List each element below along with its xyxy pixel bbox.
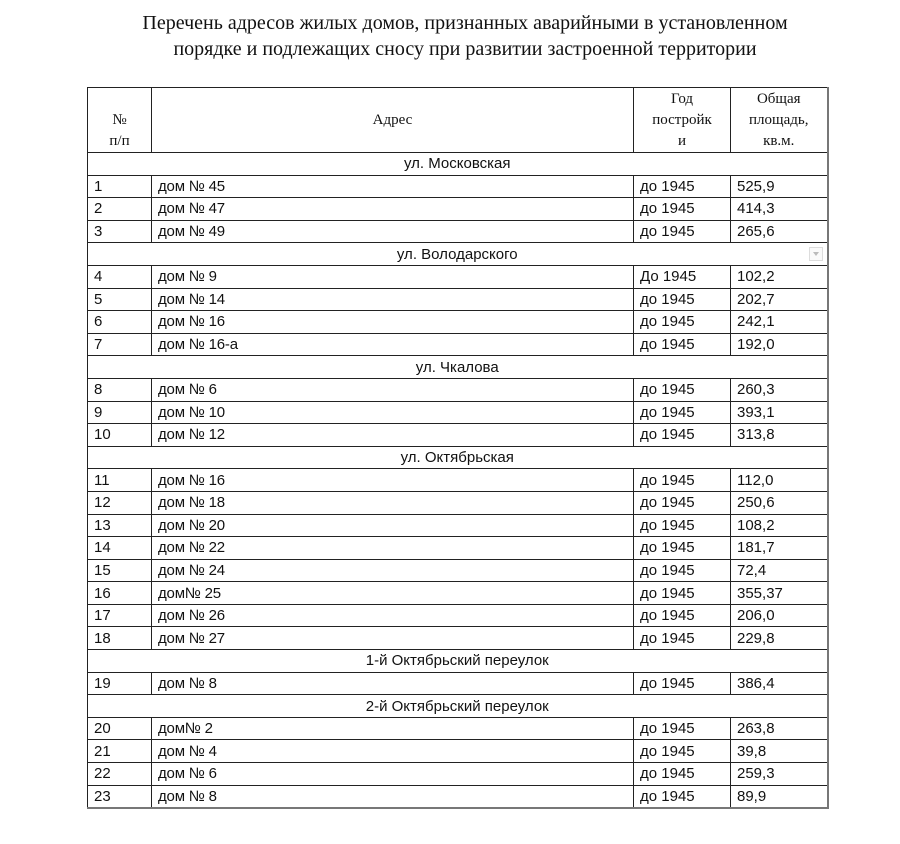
row-number: 10 — [88, 424, 152, 447]
row-address: дом № 12 — [152, 424, 634, 447]
row-area: 108,2 — [731, 514, 828, 537]
row-area: 263,8 — [731, 717, 828, 740]
row-number: 3 — [88, 220, 152, 243]
row-area: 102,2 — [731, 265, 828, 288]
row-area: 202,7 — [731, 288, 828, 311]
section-row — [88, 356, 828, 379]
row-address: дом № 6 — [152, 378, 634, 401]
row-address: дом № 49 — [152, 220, 634, 243]
row-year: до 1945 — [634, 378, 731, 401]
row-year: до 1945 — [634, 763, 731, 786]
row-area: 393,1 — [731, 401, 828, 424]
row-area: 386,4 — [731, 672, 828, 695]
street-name: ул. Чкалова — [415, 358, 499, 376]
row-year: до 1945 — [634, 198, 731, 221]
street-name: ул. Октябрьская — [400, 449, 514, 467]
row-address: дом № 14 — [152, 288, 634, 311]
row-address: дом № 45 — [152, 175, 634, 198]
row-area: 259,3 — [731, 763, 828, 786]
row-number: 13 — [88, 514, 152, 537]
row-year: до 1945 — [634, 175, 731, 198]
row-year: до 1945 — [634, 288, 731, 311]
row-number: 14 — [88, 537, 152, 560]
row-area: 250,6 — [731, 491, 828, 514]
street-heading — [88, 243, 828, 266]
row-address: дом № 16-а — [152, 333, 634, 356]
row-area: 525,9 — [731, 175, 828, 198]
row-year: до 1945 — [634, 491, 731, 514]
header-row — [88, 88, 828, 153]
row-year: до 1945 — [634, 672, 731, 695]
street-heading — [88, 153, 828, 176]
table-row — [88, 627, 828, 650]
street-name: ул. Московская — [404, 155, 511, 173]
row-address: дом № 8 — [152, 672, 634, 695]
row-area: 192,0 — [731, 333, 828, 356]
table-row — [88, 265, 828, 288]
table-row — [88, 311, 828, 334]
row-number: 8 — [88, 378, 152, 401]
row-year: до 1945 — [634, 311, 731, 334]
row-number: 4 — [88, 265, 152, 288]
row-address: дом№ 25 — [152, 582, 634, 605]
table-row — [88, 763, 828, 786]
row-area: 181,7 — [731, 537, 828, 560]
row-area: 206,0 — [731, 604, 828, 627]
row-year: до 1945 — [634, 333, 731, 356]
row-area: 229,8 — [731, 627, 828, 650]
row-area: 242,1 — [731, 311, 828, 334]
row-address: дом № 26 — [152, 604, 634, 627]
street-heading — [88, 650, 828, 673]
row-area: 112,0 — [731, 469, 828, 492]
table-row — [88, 717, 828, 740]
row-address: дом № 16 — [152, 469, 634, 492]
table-row — [88, 401, 828, 424]
street-name: ул. Володарского — [396, 245, 518, 263]
street-name: 2-й Октябрьский переулок — [365, 697, 549, 715]
row-number: 18 — [88, 627, 152, 650]
row-address: дом № 18 — [152, 491, 634, 514]
row-number: 17 — [88, 604, 152, 627]
table-row — [88, 469, 828, 492]
row-number: 6 — [88, 311, 152, 334]
section-row — [88, 243, 828, 266]
street-heading — [88, 356, 828, 379]
table-row — [88, 333, 828, 356]
table-row — [88, 604, 828, 627]
row-address: дом № 20 — [152, 514, 634, 537]
row-address: дом № 10 — [152, 401, 634, 424]
row-number: 11 — [88, 469, 152, 492]
row-year: До 1945 — [634, 265, 731, 288]
row-number: 21 — [88, 740, 152, 763]
title-line-1: Перечень адресов жилых домов, признанных аварийными в установленном — [142, 12, 788, 34]
table-row — [88, 514, 828, 537]
row-year: до 1945 — [634, 785, 731, 808]
table-row — [88, 175, 828, 198]
table-row — [88, 288, 828, 311]
row-area: 260,3 — [731, 378, 828, 401]
row-number: 12 — [88, 491, 152, 514]
street-name: 1-й Октябрьский переулок — [365, 652, 549, 670]
header-area: Общая площадь, кв.м. — [731, 88, 828, 153]
row-address: дом № 6 — [152, 763, 634, 786]
row-area: 414,3 — [731, 198, 828, 221]
row-year: до 1945 — [634, 604, 731, 627]
title-line-2: порядке и подлежащих сносу при развитии застроенной территории — [173, 38, 757, 60]
row-year: до 1945 — [634, 559, 731, 582]
row-year: до 1945 — [634, 537, 731, 560]
row-number: 22 — [88, 763, 152, 786]
document-title — [0, 10, 900, 62]
row-year: до 1945 — [634, 627, 731, 650]
section-row — [88, 695, 828, 718]
header-number: № п/п — [88, 88, 152, 153]
row-number: 2 — [88, 198, 152, 221]
section-row — [88, 153, 828, 176]
row-year: до 1945 — [634, 469, 731, 492]
table-row — [88, 424, 828, 447]
row-number: 23 — [88, 785, 152, 808]
row-number: 15 — [88, 559, 152, 582]
dropdown-arrow-icon[interactable] — [809, 247, 823, 261]
row-year: до 1945 — [634, 717, 731, 740]
row-number: 5 — [88, 288, 152, 311]
row-area: 265,6 — [731, 220, 828, 243]
street-heading — [88, 695, 828, 718]
row-address: дом № 22 — [152, 537, 634, 560]
row-year: до 1945 — [634, 401, 731, 424]
row-address: дом № 47 — [152, 198, 634, 221]
row-number: 20 — [88, 717, 152, 740]
row-year: до 1945 — [634, 220, 731, 243]
row-area: 355,37 — [731, 582, 828, 605]
table-row — [88, 537, 828, 560]
row-address: дом № 8 — [152, 785, 634, 808]
row-address: дом № 9 — [152, 265, 634, 288]
table-row — [88, 220, 828, 243]
header-address: Адрес — [152, 88, 634, 153]
row-year: до 1945 — [634, 424, 731, 447]
section-row — [88, 650, 828, 673]
table-row — [88, 672, 828, 695]
address-table — [87, 87, 829, 809]
row-area: 39,8 — [731, 740, 828, 763]
row-address: дом № 27 — [152, 627, 634, 650]
row-number: 19 — [88, 672, 152, 695]
row-address: дом № 4 — [152, 740, 634, 763]
street-heading — [88, 446, 828, 469]
row-area: 72,4 — [731, 559, 828, 582]
row-year: до 1945 — [634, 582, 731, 605]
row-year: до 1945 — [634, 740, 731, 763]
row-number: 1 — [88, 175, 152, 198]
row-address: дом № 16 — [152, 311, 634, 334]
row-area: 313,8 — [731, 424, 828, 447]
table-row — [88, 785, 828, 808]
row-year: до 1945 — [634, 514, 731, 537]
header-year: Год постройк и — [634, 88, 731, 153]
row-number: 16 — [88, 582, 152, 605]
table-row — [88, 491, 828, 514]
row-address: дом № 24 — [152, 559, 634, 582]
table-row — [88, 740, 828, 763]
table-row — [88, 378, 828, 401]
table-row — [88, 559, 828, 582]
row-area: 89,9 — [731, 785, 828, 808]
row-number: 9 — [88, 401, 152, 424]
row-number: 7 — [88, 333, 152, 356]
table-row — [88, 582, 828, 605]
row-address: дом№ 2 — [152, 717, 634, 740]
table-row — [88, 198, 828, 221]
section-row — [88, 446, 828, 469]
